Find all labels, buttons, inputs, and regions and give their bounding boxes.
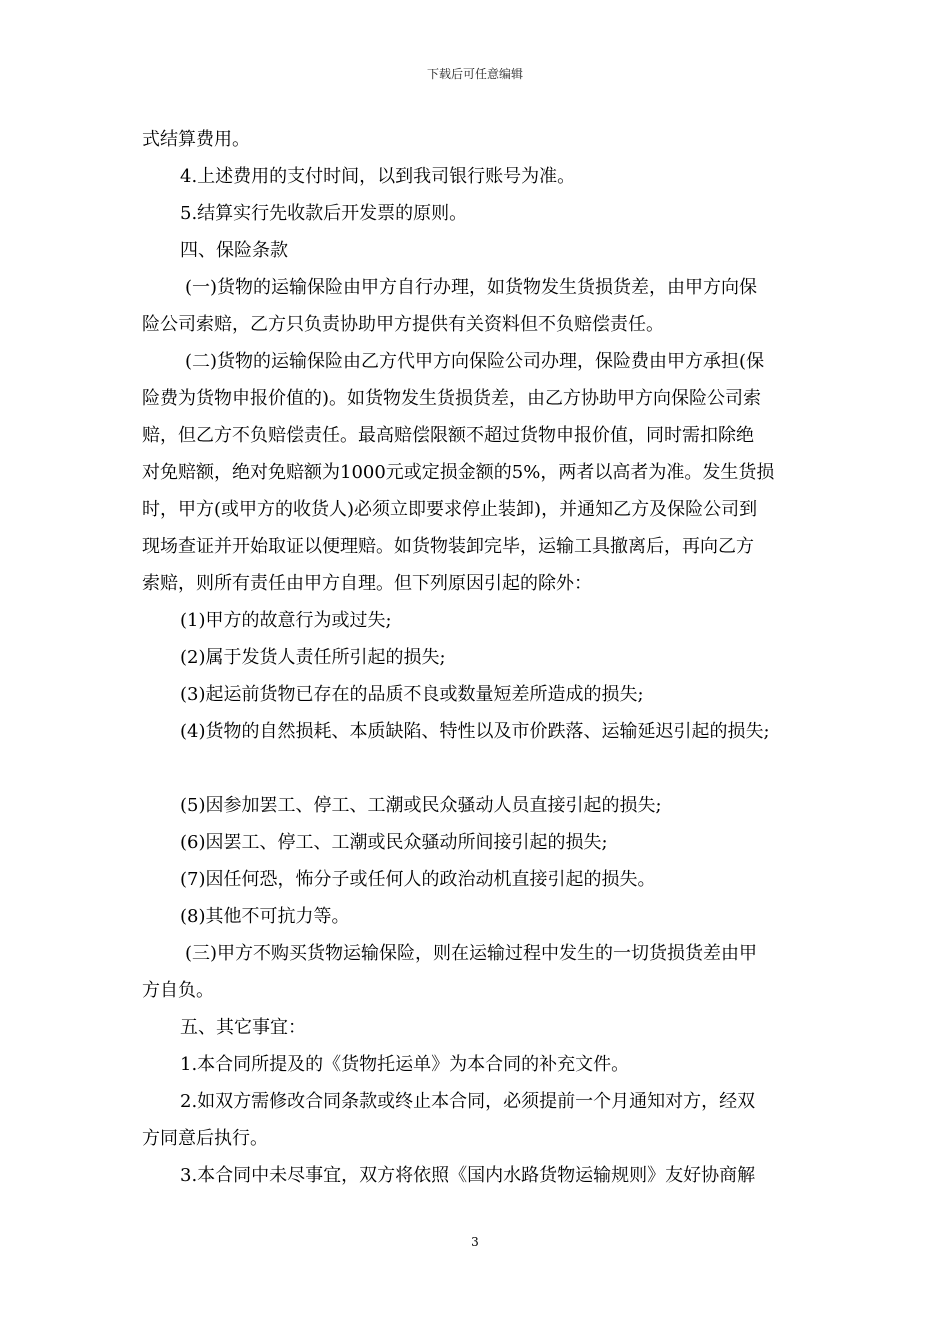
paragraph-line: (一)货物的运输保险由甲方自行办理，如货物发生货损货差，由甲方向保 <box>185 277 758 298</box>
paragraph-line: 险费为货物申报价值的)。如货物发生货损货差，由乙方协助甲方向保险公司索 <box>142 388 762 409</box>
paragraph-line: 3.本合同中未尽事宜，双方将依照《国内水路货物运输规则》友好协商解 <box>180 1165 756 1186</box>
document-body <box>142 121 810 1194</box>
paragraph-line: 时，甲方(或甲方的收货人)必须立即要求停止装卸)，并通知乙方及保险公司到 <box>142 499 758 520</box>
list-item: (2)属于发货人责任所引起的损失; <box>180 647 446 668</box>
list-item: (6)因罢工、停工、工潮或民众骚动所间接引起的损失; <box>180 832 608 853</box>
paragraph-line: 对免赔额，绝对免赔额为1000元或定损金额的5%，两者以高者为准。发生货损 <box>142 462 775 483</box>
section-heading: 五、其它事宜： <box>180 1017 306 1038</box>
paragraph-line: 索赔，则所有责任由甲方自理。但下列原因引起的除外： <box>142 573 592 594</box>
paragraph-line: 方同意后执行。 <box>142 1128 268 1149</box>
list-item: (7)因任何恐，怖分子或任何人的政治动机直接引起的损失。 <box>180 869 656 890</box>
paragraph-line: 4.上述费用的支付时间，以到我司银行账号为准。 <box>180 166 576 187</box>
paragraph-line: 2.如双方需修改合同条款或终止本合同，必须提前一个月通知对方，经双 <box>180 1091 756 1112</box>
list-item: (8)其他不可抗力等。 <box>180 906 350 927</box>
list-item: (1)甲方的故意行为或过失; <box>180 610 392 631</box>
paragraph-line: (二)货物的运输保险由乙方代甲方向保险公司办理，保险费由甲方承担(保 <box>185 351 765 372</box>
page-number: 3 <box>471 1235 479 1249</box>
blank-line <box>142 750 810 787</box>
paragraph-line: 5.结算实行先收款后开发票的原则。 <box>180 203 468 224</box>
list-item: (5)因参加罢工、停工、工潮或民众骚动人员直接引起的损失; <box>180 795 662 816</box>
paragraph-line: (三)甲方不购买货物运输保险，则在运输过程中发生的一切货损货差由甲 <box>185 943 758 964</box>
paragraph-line: 赔，但乙方不负赔偿责任。最高赔偿限额不超过货物申报价值，同时需扣除绝 <box>142 425 754 446</box>
page-header: 下载后可任意编辑 <box>426 67 523 81</box>
paragraph-line: 式结算费用。 <box>142 129 250 150</box>
paragraph-line: 方自负。 <box>142 980 214 1001</box>
paragraph-line: 现场查证并开始取证以便理赔。如货物装卸完毕，运输工具撤离后，再向乙方 <box>142 536 754 557</box>
section-heading: 四、保险条款 <box>180 240 288 261</box>
list-item: (4)货物的自然损耗、本质缺陷、特性以及市价跌落、运输延迟引起的损失; <box>180 721 770 742</box>
paragraph-line: 险公司索赔，乙方只负责协助甲方提供有关资料但不负赔偿责任。 <box>142 314 664 335</box>
paragraph-line: 1.本合同所提及的《货物托运单》为本合同的补充文件。 <box>180 1054 630 1075</box>
list-item: (3)起运前货物已存在的品质不良或数量短差所造成的损失; <box>180 684 644 705</box>
